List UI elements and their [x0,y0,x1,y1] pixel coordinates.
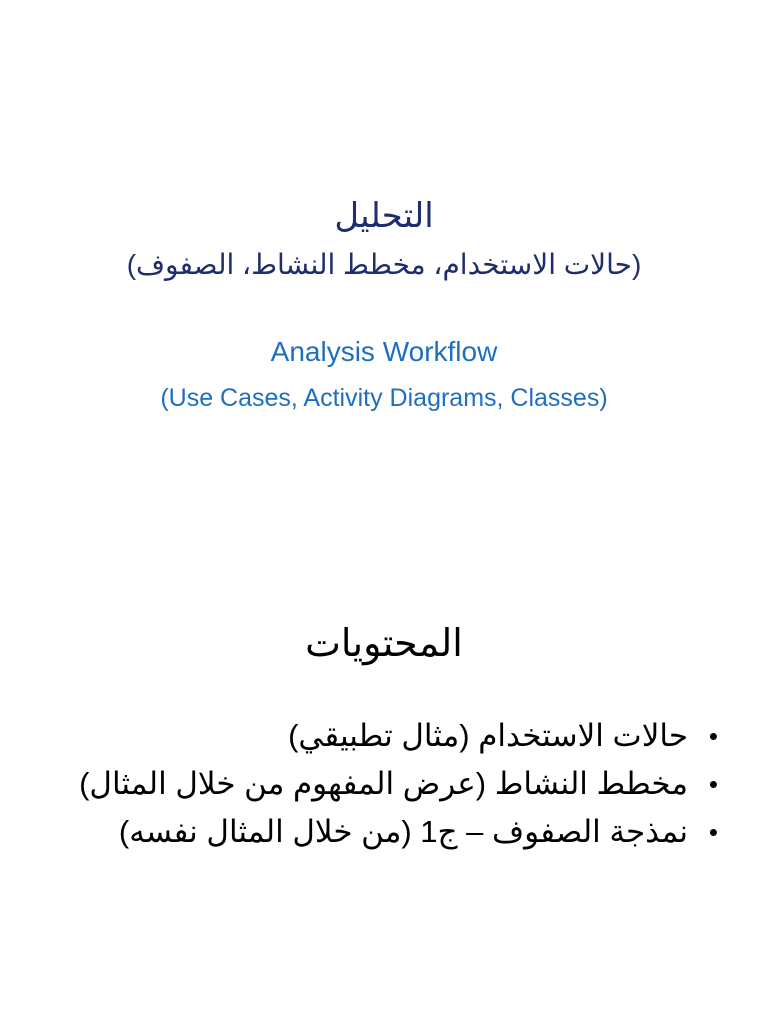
bullet-icon: • [708,769,718,799]
english-subtitle: (Use Cases, Activity Diagrams, Classes) [160,384,608,412]
english-title: Analysis Workflow [270,336,498,367]
list-item-text: مخطط النشاط (عرض المفهوم من خلال المثال) [79,766,688,801]
contents-list [78,712,718,856]
list-item-text: حالات الاستخدام (مثال تطبيقي) [288,718,688,753]
list-item [78,760,718,808]
arabic-subtitle: (حالات الاستخدام، مخطط النشاط، الصفوف) [126,249,642,280]
bullet-icon: • [708,721,718,751]
list-item [78,808,718,856]
contents-heading: المحتويات [305,623,463,665]
list-item-text: نمذجة الصفوف – ج1 (من خلال المثال نفسه) [118,814,688,849]
arabic-title: التحليل [334,197,434,235]
list-item [78,712,718,760]
bullet-icon: • [708,817,718,847]
